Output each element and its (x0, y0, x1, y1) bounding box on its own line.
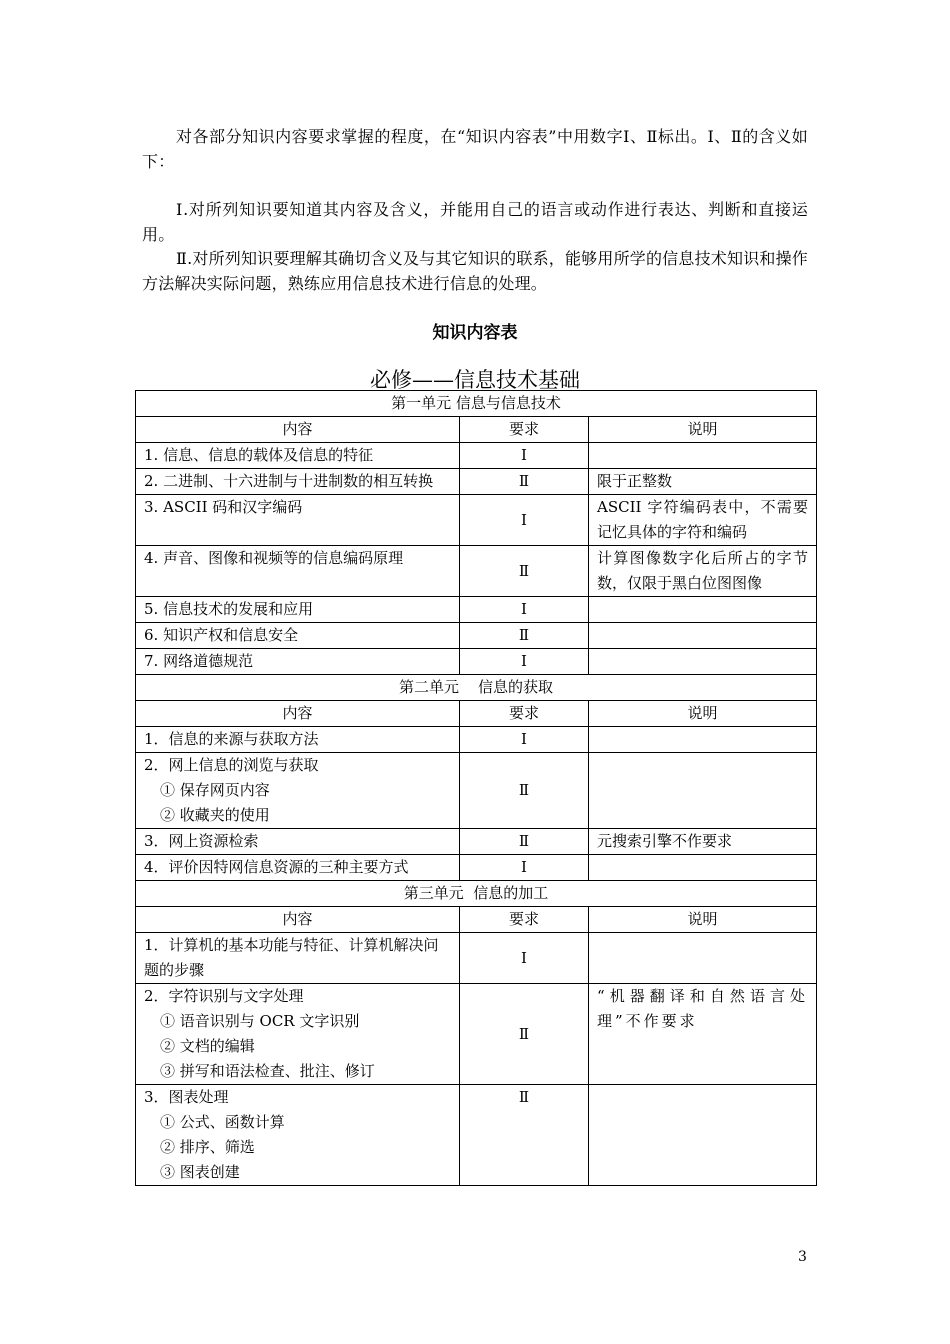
requirement-cell: Ⅰ (460, 443, 589, 469)
content-column-header: 内容 (136, 417, 460, 443)
requirement-cell: Ⅱ (460, 753, 589, 829)
unit-title-row (136, 675, 817, 701)
content-cell (136, 753, 460, 829)
table-row (136, 984, 817, 1085)
content-cell: 6. 知识产权和信息安全 (136, 623, 460, 649)
note-cell: 元搜索引擎不作要求 (589, 829, 817, 855)
requirement-cell: Ⅰ (460, 727, 589, 753)
requirement-column-header: 要求 (460, 417, 589, 443)
table-row (136, 443, 817, 469)
unit-title-row (136, 391, 817, 417)
requirement-cell: Ⅱ (460, 623, 589, 649)
table-row (136, 469, 817, 495)
table-row (136, 495, 817, 546)
level-two-definition: Ⅱ.对所列知识要理解其确切含义及与其它知识的联系，能够用所学的信息技术知识和操作方法解决实际问题，熟练应用信息技术进行信息的处理。 (142, 249, 808, 293)
note-cell (589, 623, 817, 649)
requirement-cell: Ⅰ (460, 597, 589, 623)
item-title: 2．网上信息的浏览与获取 (144, 756, 319, 774)
content-cell: 1．计算机的基本功能与特征、计算机解决问题的步骤 (136, 933, 460, 984)
note-cell (589, 597, 817, 623)
table-row (136, 1085, 817, 1186)
note-cell (589, 1085, 817, 1186)
content-cell: 4. 声音、图像和视频等的信息编码原理 (136, 546, 460, 597)
note-cell (589, 727, 817, 753)
content-column-header: 内容 (136, 701, 460, 727)
note-cell (589, 933, 817, 984)
note-cell: ASCII 字符编码表中，不需要记忆具体的字符和编码 (589, 495, 817, 546)
table-row (136, 753, 817, 829)
note-column-header: 说明 (589, 907, 817, 933)
page-number: 3 (798, 1249, 807, 1265)
requirement-cell: Ⅱ (460, 546, 589, 597)
requirement-cell: Ⅱ (460, 1085, 589, 1186)
table-row (136, 623, 817, 649)
unit-title: 第一单元 信息与信息技术 (136, 391, 817, 417)
sub-item: ② 排序、筛选 (160, 1138, 255, 1156)
note-cell: “机器翻译和自然语言处理”不作要求 (589, 984, 817, 1085)
content-cell: 5. 信息技术的发展和应用 (136, 597, 460, 623)
level-one-definition: Ⅰ.对所列知识要知道其内容及含义，并能用自己的语言或动作进行表达、判断和直接运用。 (142, 200, 808, 244)
table-row (136, 829, 817, 855)
table-row (136, 649, 817, 675)
content-cell (136, 1085, 460, 1186)
intro-paragraph: 对各部分知识内容要求掌握的程度，在“知识内容表”中用数字Ⅰ、Ⅱ标出。Ⅰ、Ⅱ的含义如下： (142, 127, 808, 171)
note-cell (589, 855, 817, 881)
content-column-header: 内容 (136, 907, 460, 933)
table-row (136, 727, 817, 753)
unit-title: 第三单元 信息的加工 (136, 881, 817, 907)
unit-title: 第二单元 信息的获取 (136, 675, 817, 701)
unit-title-row (136, 881, 817, 907)
table-header-row (136, 417, 817, 443)
note-cell (589, 649, 817, 675)
requirement-cell: Ⅰ (460, 933, 589, 984)
table-caption: 知识内容表 (432, 323, 518, 343)
course-title: 必修——信息技术基础 (370, 368, 580, 392)
content-cell: 1．信息的来源与获取方法 (136, 727, 460, 753)
sub-item: ③ 图表创建 (160, 1163, 240, 1181)
requirement-cell: Ⅱ (460, 829, 589, 855)
content-cell: 4．评价因特网信息资源的三种主要方式 (136, 855, 460, 881)
note-column-header: 说明 (589, 417, 817, 443)
note-cell: 限于正整数 (589, 469, 817, 495)
content-cell: 3. ASCII 码和汉字编码 (136, 495, 460, 546)
requirement-cell: Ⅱ (460, 984, 589, 1085)
table-row (136, 597, 817, 623)
content-cell: 3．网上资源检索 (136, 829, 460, 855)
table-header-row (136, 701, 817, 727)
note-cell (589, 443, 817, 469)
sub-item: ② 收藏夹的使用 (160, 806, 270, 824)
content-cell: 1. 信息、信息的载体及信息的特征 (136, 443, 460, 469)
knowledge-content-table (135, 390, 817, 1186)
sub-item: ③ 拼写和语法检查、批注、修订 (160, 1062, 375, 1080)
sub-item: ① 语音识别与 OCR 文字识别 (160, 1012, 360, 1030)
table-row (136, 855, 817, 881)
content-cell: 2. 二进制、十六进制与十进制数的相互转换 (136, 469, 460, 495)
content-cell (136, 984, 460, 1085)
item-title: 2．字符识别与文字处理 (144, 987, 304, 1005)
note-cell (589, 753, 817, 829)
table-header-row (136, 907, 817, 933)
sub-item: ① 公式、函数计算 (160, 1113, 285, 1131)
table-row (136, 933, 817, 984)
content-cell: 7. 网络道德规范 (136, 649, 460, 675)
requirement-column-header: 要求 (460, 701, 589, 727)
table-row (136, 546, 817, 597)
sub-item: ② 文档的编辑 (160, 1037, 255, 1055)
item-title: 3．图表处理 (144, 1088, 229, 1106)
note-column-header: 说明 (589, 701, 817, 727)
sub-item: ① 保存网页内容 (160, 781, 270, 799)
requirement-column-header: 要求 (460, 907, 589, 933)
requirement-cell: Ⅰ (460, 855, 589, 881)
requirement-cell: Ⅰ (460, 495, 589, 546)
requirement-cell: Ⅱ (460, 469, 589, 495)
requirement-cell: Ⅰ (460, 649, 589, 675)
note-cell: 计算图像数字化后所占的字节数，仅限于黑白位图图像 (589, 546, 817, 597)
